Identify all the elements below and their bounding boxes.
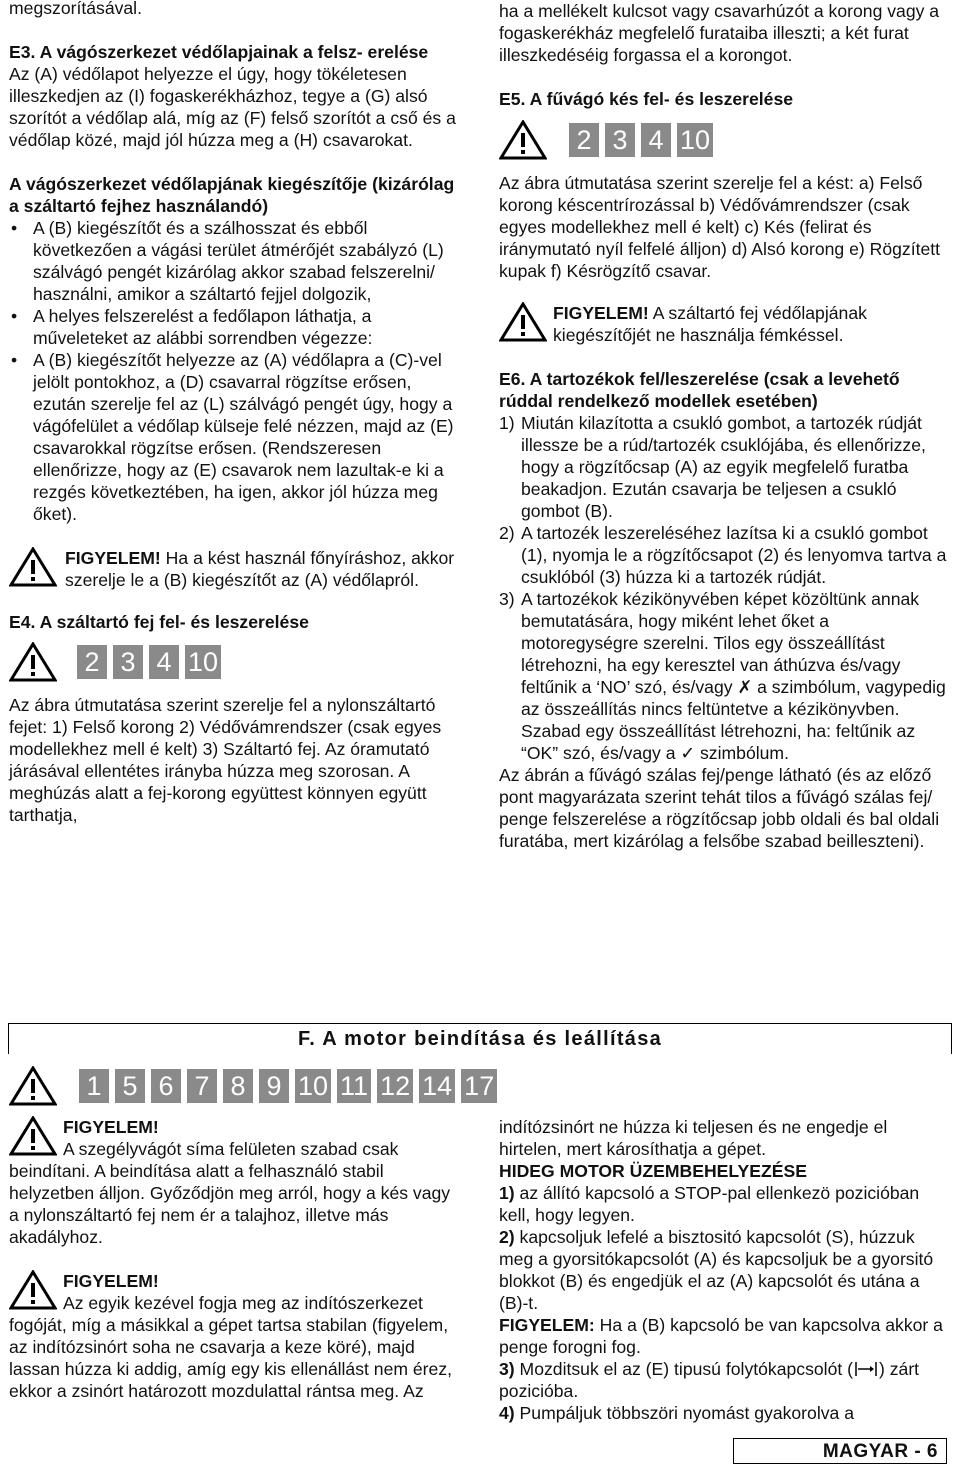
e5-body: Az ábra útmutatása szerint szerelje fel a kést: a) Felső korong késcentrírozással b) Védővámrendszer (csak egyes modellekhez mell é kelt) c) Kés (felirat és iránymutató nyíl felfelé álljon) d) Alsó korong e) Rögzített kupak f) Késrögzítő csavar. — [499, 173, 941, 281]
cold-start-title: HIDEG MOTOR ÜZEMBEHELYEZÉSE — [499, 1161, 807, 1181]
closed-position-icon — [853, 1361, 879, 1377]
figure-ref: 10 — [677, 123, 713, 157]
figure-ref: 6 — [151, 1069, 181, 1103]
warning-body: A szegélyvágót síma felületen szabad csak beindítani. A beindítása alatt a felhasználó stabil helyzetben álljon. Győződjön meg arról, hogy a kés vagy a nylonszáltartó fej nem ér a talajhoz, illetve más akadályhoz. — [9, 1139, 451, 1247]
figure-ref: 17 — [461, 1069, 497, 1103]
e6-title: E6. A tartozékok fel/leszerelése (csak a levehető rúddal rendelkező modellek esetében) — [499, 369, 900, 411]
warning-body: Az egyik kezével fogja meg az indítószerkezet fogóját, míg a másikkal a gépet tartsa stabilan (figyelem, az indítózsinórt soha ne csavarja a keze köré), majd lassan húzza ki addig, amíg egy kis ellenállást nem érez, ekkor a zsinórt határozott mozdulattal rántsa meg. Az — [9, 1293, 453, 1401]
supplement-list — [9, 217, 461, 525]
e6-steps — [499, 412, 951, 764]
warning-text: FIGYELEM: Ha a (B) kapcsoló be van kapcsolva akkor a penge forogni fog. — [499, 1315, 943, 1357]
figure-ref: 12 — [377, 1069, 413, 1103]
list-item: 1) Miután kilazította a csukló gombot, a tartozék rúdját illessze be a rúd/tartozék csuklójába, és ellenőrizze, hogy a rögzítőcsap (A) az egyik megfelelő furatba beakadjon. Ezután csavarja be teljesen a csukló gombot (B). — [499, 413, 926, 521]
e3-title: E3. A vágószerkezet védőlapjainak a felsz- erelése — [9, 42, 429, 62]
warning-icon — [9, 1066, 57, 1106]
list-item: 1) az állító kapcsoló a STOP-pal ellenkezö pozicióban kell, hogy legyen. — [499, 1183, 920, 1225]
warning-body: A száltartó fej védőlapjának kiegészítőjét ne használja fémkéssel. — [553, 303, 867, 345]
cross-icon: ✗ — [737, 677, 753, 697]
warning-text — [9, 547, 461, 591]
warning-label: FIGYELEM! — [63, 1117, 159, 1137]
warning-knife — [9, 547, 461, 591]
warning-label: FIGYELEM! — [65, 548, 161, 568]
section-f-right — [499, 1116, 951, 1424]
e5-figure-refs — [499, 120, 951, 160]
warning-icon — [9, 547, 57, 587]
e5-title: E5. A fűvágó kés fel- és leszerelése — [499, 89, 794, 109]
figure-ref: 3 — [605, 123, 635, 157]
figure-ref: 11 — [337, 1069, 371, 1103]
warning-body: Ha a kést használ főnyíráshoz, akkor szerelje le a (B) kiegészítőt az (A) védőlapról. — [65, 548, 455, 590]
warning-text — [553, 302, 951, 346]
figure-ref: 1 — [79, 1069, 109, 1103]
figure-ref: 10 — [295, 1069, 331, 1103]
e4-figure-refs — [9, 642, 461, 682]
warning-starter — [9, 1270, 461, 1402]
continuation-text: megszorításával. — [9, 0, 142, 18]
warning-icon — [9, 1116, 57, 1156]
list-item: 4) Pumpáljuk többszöri nyomást gyakorolva a — [499, 1403, 854, 1423]
list-item: • A (B) kiegészítőt és a szálhosszat és ebből következően a vágási terület átmérőjét szabályzó (L) szálvágó pengét kizárólag akkor szabad felszerelni/ használni, amikor a száltartó fejjel dolgozik, — [9, 217, 461, 305]
supplement-title: A vágószerkezet védőlapjának kiegészítője (kizárólag a száltartó fejhez használandó) — [9, 174, 455, 216]
figure-ref: 2 — [569, 123, 599, 157]
warning-metal-knife — [499, 302, 951, 346]
figure-ref: 2 — [77, 645, 107, 679]
e4-title: E4. A száltartó fej fel- és leszerelése — [9, 612, 309, 632]
left-column — [9, 0, 461, 826]
section-f-left — [9, 1116, 461, 1402]
e6-tail: Az ábrán a fűvágó szálas fej/penge látható (és az előző pont magyarázata szerint tehát tilos a fűvágó szálas fej/ penge felszerelése a rögzítőcsap jobb oldali és bal oldali furatába, mert kizárólag a felsőbe szabad beilleszteni). — [499, 765, 940, 851]
figure-ref: 8 — [223, 1069, 253, 1103]
list-item: 2) kapcsoljuk lefelé a bisztositó kapcsolót (S), húzzuk meg a gyorsitókapcsolót (A) és kapcsoljuk be a gyorsitó blokkot (B) és engedjük el az (A) kapcsolót és utána a (B)-t. — [499, 1227, 934, 1313]
list-item: 2) A tartozék leszereléséhez lazítsa ki a csukló gombot (1), nyomja le a rögzítőcsapot (2) és lenyomva tartva a csuklóból (3) húzza ki a tartozék rúdját. — [499, 523, 947, 587]
section-f-header — [8, 1023, 952, 1054]
e4-body: Az ábra útmutatása szerint szerelje fel a nylonszáltartó fejet: 1) Felső korong 2) Védővámrendszer (csak egyes modellekhez mell é kelt) 3) Száltartó fej. Az óramutató járásával ellentétes irányba húzza meg szorosan. A meghúzás alatt a fej-korong együttest könnyen együtt tarthatja, — [9, 695, 442, 825]
list-item: 3) Mozditsuk el az (E) tipusú folytókapcsolót ( ) zárt pozicióba. — [499, 1359, 920, 1401]
figure-ref: 7 — [187, 1069, 217, 1103]
right-column — [499, 0, 951, 852]
warning-icon — [499, 302, 547, 342]
section-f-figure-refs — [9, 1066, 497, 1106]
e3-body: Az (A) védőlapot helyezze el úgy, hogy tökéletesen illeszkedjen az (I) fogaskerékházhoz, tegye a (G) alsó szorítót a védőlap alá, míg az (F) felső szorítót a cső és a védőlap közé, majd jól húzza meg a (H) csavarokat. — [9, 64, 456, 150]
check-icon: ✓ — [680, 743, 696, 763]
continuation-text: indítózsinórt ne húzza ki teljesen és ne engedje el hirtelen, mert károsíthatja a gépet. — [499, 1117, 888, 1159]
warning-label: FIGYELEM! — [63, 1271, 159, 1291]
figure-ref: 9 — [259, 1069, 289, 1103]
list-item: • A (B) kiegészítőt helyezze az (A) védőlapra a (C)-vel jelölt pontokhoz, a (D) csavarral rögzítse erősen, ezután szerelje fel az (L) szálvágó pengét úgy, hogy a vágófelület a védőlap külseje felé nézzen, majd az (E) csavarokkal rögzítse erősen. (Rendszeresen ellenőrizze, hogy az (E) csavarok nem lazultak-e ki a rezgés következtében, ha igen, akkor jól húzza meg őket). — [9, 349, 461, 525]
figure-ref: 4 — [149, 645, 179, 679]
page-footer: MAGYAR - 6 — [733, 1438, 947, 1464]
warning-icon — [499, 120, 547, 160]
continuation-text: ha a mellékelt kulcsot vagy csavarhúzót a korong vagy a fogaskerékház megfelelő furataiba illeszti; a két furat illeszkedéséig forgassa el a korongot. — [499, 1, 940, 65]
warning-icon — [9, 642, 57, 682]
figure-ref: 3 — [113, 645, 143, 679]
list-item: • A helyes felszerelést a fedőlapon láthatja, a műveleteket az alábbi sorrendben végezze: — [9, 305, 461, 349]
figure-ref: 10 — [185, 645, 221, 679]
section-f-title: F. A motor beindítása és leállítása — [297, 1028, 663, 1050]
list-item: 3) A tartozékok kézikönyvében képet közöltünk annak bemutatására, hogy miként lehet őket a motoregységre szerelni. Tilos egy összeállítást létrehozni, ha egy keresztel van áthúzva és/vagy feltűnik a ‘NO’ szó, és/vagy ✗ a szimbólum, vagypedig az összeállítás nincs feltüntetve a kézikönyvben. Szabad egy összeállítást létrehozni, ha: feltűnik az “OK” szó, és/vagy a ✓ szimbólum. — [499, 589, 946, 763]
warning-label: FIGYELEM! — [553, 303, 649, 323]
figure-ref: 4 — [641, 123, 671, 157]
warning-icon — [9, 1270, 57, 1310]
figure-ref: 14 — [419, 1069, 455, 1103]
figure-ref: 5 — [115, 1069, 145, 1103]
warning-flat-surface — [9, 1116, 461, 1248]
